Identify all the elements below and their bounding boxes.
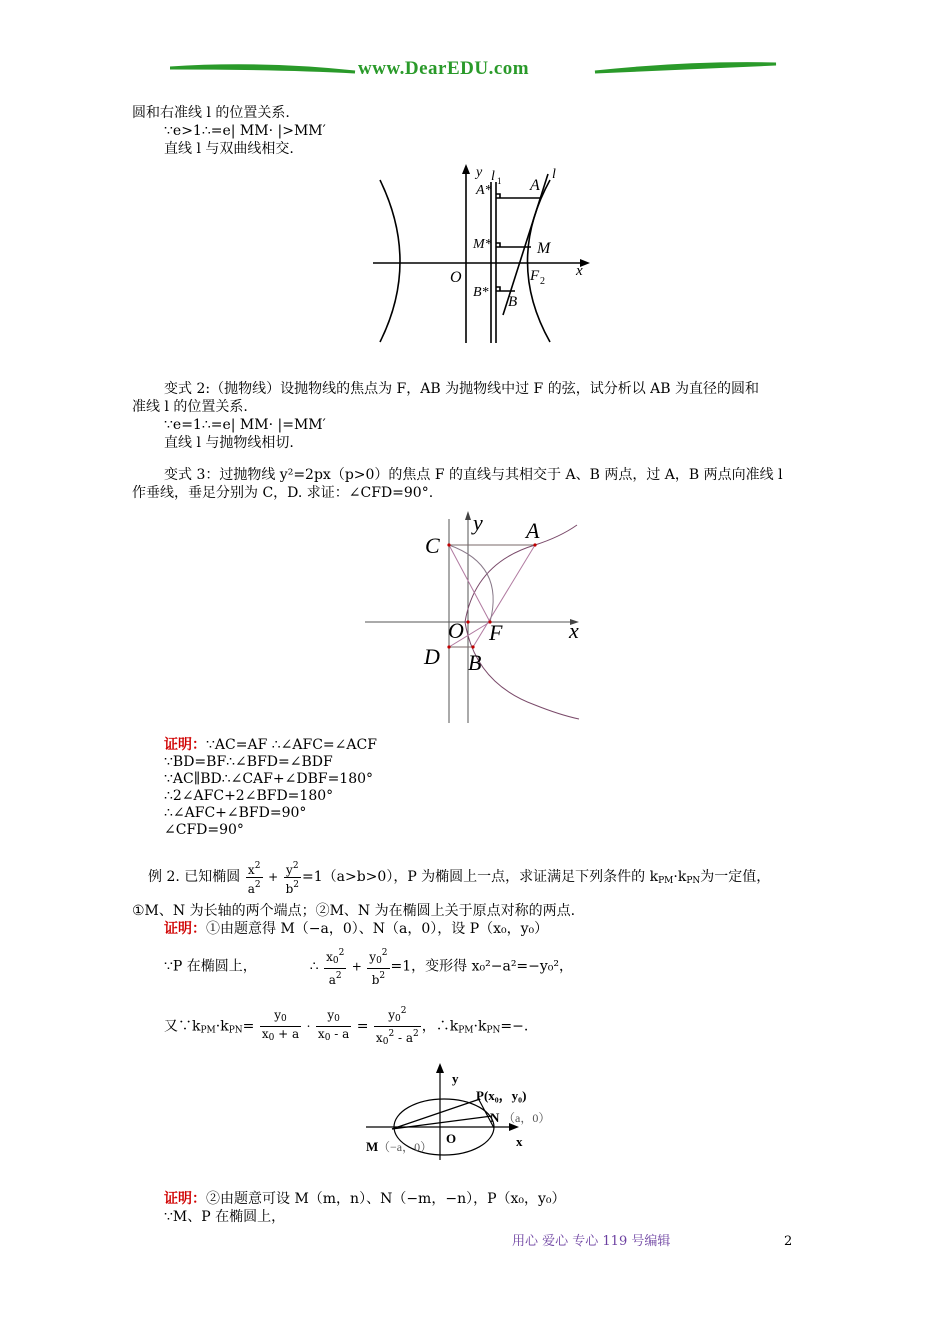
example-line: ①M、N 为长轴的两个端点；②M、N 为在椭圆上关于原点对称的两点.: [132, 903, 576, 919]
fraction: $\frac{y_0}{x_0 + a}$: [261, 1008, 300, 1043]
label-P: P(x₀，y₀): [476, 1088, 527, 1103]
label-M-coord: （−a，0）: [378, 1140, 433, 1154]
label-y: y: [476, 165, 483, 180]
text-line: 变式 3：过抛物线 y²=2px（p>0）的焦点 F 的直线与其相交于 A、B 两点，过 A，B 两点向准线 l: [164, 467, 783, 483]
proof-text: =−.: [500, 1018, 529, 1035]
proof-line: [164, 920, 548, 938]
fraction: $\frac{x_0^2}{a^2}$: [326, 948, 345, 987]
proof-head: 证明：: [164, 921, 206, 937]
label-y: y: [452, 1071, 459, 1086]
text-line: ∵e>1∴=e| MM· |>MM′: [164, 123, 326, 139]
label-y: y: [473, 510, 483, 535]
example-suffix: =1（a>b>0），P 为椭圆上一点，求证满足下列条件的 k: [302, 869, 659, 885]
text-line: 直线 l 与抛物线相切.: [164, 435, 294, 451]
proof-line: ∠CFD=90°: [164, 822, 244, 838]
proof-line: 又$\because k_{PM}\cdot k_{PN}=$ $\frac{y_0}{x_0 + a}$ · $\frac{y_0}{x_0 - a}$ = $\frac{y_0^2}{x_0^2 - a^2}$ ，$\therefore k_{PM}\cdot k_{PN}=-$.: [164, 1006, 529, 1047]
label-A: A: [526, 518, 540, 543]
proof-text: ·k: [473, 1018, 487, 1035]
label-bstar: B*: [473, 285, 489, 300]
fraction: $\frac{y_0^2}{b^2}$: [369, 948, 388, 987]
proof-text: ∵P 在椭圆上，: [164, 958, 257, 975]
parabola-figure: [365, 505, 590, 727]
label-F2: F: [530, 268, 540, 284]
text-line: 直线 l 与双曲线相交.: [164, 141, 294, 157]
label-l: l: [552, 167, 556, 182]
label-M: M: [537, 240, 551, 257]
text-line: 圆和右准线 l 的位置关系.: [132, 105, 290, 121]
proof-head: 证明：: [164, 737, 206, 753]
example-suffix: ·k: [673, 869, 687, 885]
proof-text: =1，变形得 x₀²−a²=−y₀²，: [390, 958, 574, 975]
label-O: O: [446, 1131, 457, 1146]
footer-motto: 用心 爱心 专心 119 号编辑: [512, 1234, 671, 1249]
proof-line: [164, 1190, 566, 1208]
page-number: 2: [784, 1234, 793, 1249]
proof-line: ∵M、P 在椭圆上，: [164, 1209, 286, 1225]
proof-head: 证明：: [164, 1191, 206, 1207]
label-F2-sub: 2: [540, 276, 545, 287]
example-suffix: 为一定值，: [700, 869, 771, 885]
label-B: B: [508, 294, 518, 310]
proof-text: =: [242, 1018, 255, 1035]
proof-line: ∵BD=BF∴∠BFD=∠BDF: [164, 754, 333, 770]
fraction: $\frac{y_0}{x_0 - a}$: [317, 1008, 350, 1043]
header-banner: [170, 56, 780, 92]
text-line: 准线 l 的位置关系.: [132, 399, 248, 415]
proof-text: ∴: [309, 958, 319, 975]
label-N-coord: （a，0）: [503, 1111, 551, 1125]
label-B: B: [468, 650, 482, 675]
label-F: F: [489, 620, 503, 645]
label-A: A: [530, 177, 540, 194]
label-mstar: M*: [473, 237, 492, 252]
label-C: C: [425, 533, 440, 558]
label-x: x: [569, 618, 579, 643]
label-x: x: [516, 1134, 523, 1149]
text-line: 作垂线，垂足分别为 C，D. 求证：∠CFD=90°.: [132, 485, 434, 501]
proof-text: ∵AC=AF ∴∠AFC=∠ACF: [206, 737, 377, 753]
label-O: O: [450, 269, 462, 286]
label-l1: l: [491, 169, 495, 184]
ellipse-figure: [362, 1062, 602, 1162]
fraction: $\frac{x^2}{a^2}$: [247, 860, 261, 896]
label-N: N: [490, 1110, 500, 1125]
proof-text: ，∴k: [421, 1018, 459, 1035]
proof-line: ∴2∠AFC+2∠BFD=180°: [164, 788, 334, 804]
label-M: M: [366, 1139, 379, 1154]
proof-text: ②由题意可设 M（m，n）、N（−m，−n），P（x₀，y₀）: [206, 1191, 566, 1207]
text-line: ∵e=1∴=e| MM· |=MM′: [164, 417, 326, 433]
fraction: $\frac{y_0^2}{x_0^2 - a^2}$: [375, 1006, 419, 1047]
example-line: 例 2. 已知椭圆 $\frac{x^2}{a^2}$ + $\frac{y^2}{b^2}$ =1（a>b>0），P 为椭圆上一点，求证满足下列条件的 $k_{PM}\cdot k_{PN}$为一定值，: [148, 860, 771, 896]
hyperbola-figure: [370, 160, 595, 345]
label-l1-sub: 1: [497, 176, 502, 186]
label-D: D: [424, 644, 440, 669]
proof-line: ∵P 在椭圆上， ∴ $\frac{x_0^2}{a^2}$ + $\frac{y_0^2}{b^2}$ =1，变形得 x₀²−a²=−y₀²，: [164, 948, 574, 987]
proof-line: ∵AC∥BD∴∠CAF+∠DBF=180°: [164, 771, 374, 787]
proof-line: ∴∠AFC+∠BFD=90°: [164, 805, 307, 821]
label-x: x: [576, 263, 583, 279]
label-astar: A*: [476, 183, 492, 198]
text-line: 变式 2:（抛物线）设抛物线的焦点为 F，AB 为抛物线中过 F 的弦，试分析以 AB 为直径的圆和: [164, 381, 759, 397]
fraction: $\frac{y^2}{b^2}$: [285, 860, 299, 896]
proof-line: [164, 736, 377, 754]
example-prefix: 例 2. 已知椭圆: [148, 869, 241, 885]
label-O: O: [448, 618, 464, 643]
proof-text: ·k: [215, 1018, 229, 1035]
proof-text: ①由题意得 M（−a，0）、N（a，0），设 P（x₀，y₀）: [206, 921, 549, 937]
proof-text: 又∵k: [164, 1018, 201, 1035]
header-site-link[interactable]: www.DearEDU.com: [358, 58, 530, 79]
